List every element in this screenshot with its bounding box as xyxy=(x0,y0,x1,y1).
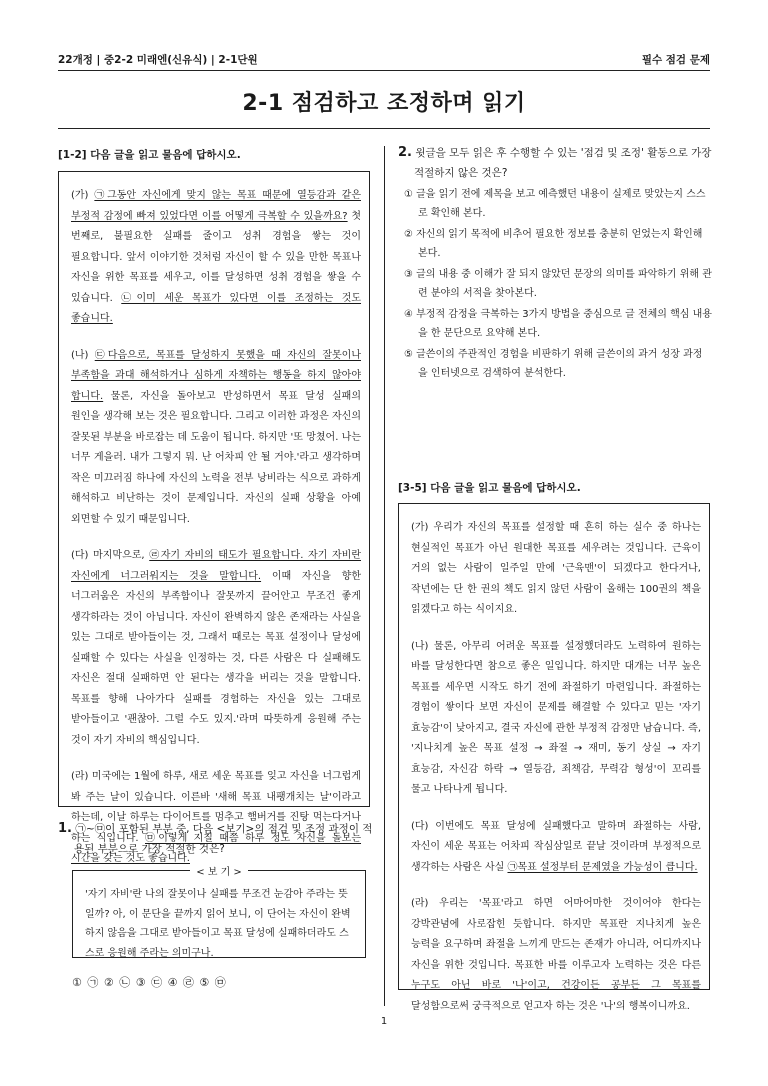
passage-box-2 xyxy=(398,503,710,1012)
question-1-choices[interactable]: ① ㉠ ② ㉡ ③ ㉢ ④ ㉣ ⑤ ㉤ xyxy=(72,976,227,989)
column-divider xyxy=(384,146,385,1006)
underline-6: ㉠목표 설정부터 문제였을 가능성이 큽니다. xyxy=(507,861,698,873)
bogi-title: < 보 기 > xyxy=(190,867,248,878)
paragraph-na-2: (나) 물론, 아무리 어려운 목표를 설정했더라도 노력하여 원하는 바를 달성한다면 참으로 좋은 일입니다. 하지만 대개는 너무 높은 목표를 세우면 시작도 하기 전에 좌절하기 마련입니다. 좌절하는 경험이 쌓이다 보면 자신이 문제를 해결할 수 있다고 믿는 '자기 효능감'이 낮아지고, 결국 자신에 관한 부정적 감정만 남습니다. 즉, '지나치게 높은 목표 설정 → 좌절 → 재미, 동기 상실 → 자기 효능감, 자신감 하락 → 열등감, 죄책감, 무력감 형성'이 꼬리를 물고 나타나게 됩니다. xyxy=(411,640,701,795)
question-2-option-4[interactable]: ④ 부정적 감정을 극복하는 3가지 방법을 중심으로 글 전체의 핵심 내용을 한 문단으로 요약해 본다. xyxy=(404,309,712,339)
header-divider xyxy=(58,70,710,71)
title-divider xyxy=(58,128,710,129)
underline-5: ㉤이렇게 지칠 때쯤 하루 정도 자신을 돌보는 시간을 갖는 것도 좋습니다. xyxy=(71,832,362,864)
page-header xyxy=(58,48,710,68)
paragraph-ga-2: (가) 우리가 자신의 목표를 설정할 때 흔히 하는 실수 중 하나는 현실적인 목표가 아닌 원대한 목표를 세우려는 것입니다. 근육이 거의 없는 사람이 일주일 만에 '근육맨'이 되겠다고 한다거나, 작년에는 단 한 권의 책도 읽지 않던 사람이 올해는 100권의 책을 읽겠다고 하는 식이지요. xyxy=(411,522,701,615)
underline-4: ㉣자기 자비의 태도가 필요합니다. 자기 자비란 자신에게 너그러워지는 것을 말합니다. xyxy=(71,550,361,582)
section-heading-3-5: [3-5] 다음 글을 읽고 물음에 답하시오. xyxy=(398,482,581,494)
question-2-option-2[interactable]: ② 자신의 읽기 목적에 비추어 필요한 정보를 충분히 얻었는지 확인해 본다. xyxy=(404,229,703,259)
paragraph-ga: (가) ㉠그동안 자신에게 맞지 않는 목표 때문에 열등감과 같은 부정적 감정에 빠져 있었다면 이를 어떻게 극복할 수 있을까요? 첫 번째로, 불필요한 실패를 줄이고 성취 경험을 쌓는 것이 필요합니다. 앞서 이야기한 것처럼 자신이 할 수 있을 만한 목표나 자신을 위한 목표를 세우고, 이를 달성하면 성취 경험을 쌓을 수 있습니다. ㉡이미 세운 목표가 있다면 이를 조정하는 것도 좋습니다. xyxy=(71,190,362,324)
question-1-stem: ㉠~㉤이 포함된 부분 중, 다음 <보기>의 점검 및 조정 과정이 적용된 부분으로 가장 적절한 것은? xyxy=(74,823,373,855)
question-1 xyxy=(58,819,374,859)
page-number: 1 xyxy=(380,1016,388,1027)
question-2 xyxy=(398,143,712,385)
underline-3: ㉢다음으로, 목표를 달성하지 못했을 때 자신의 잘못이나 부족함을 과대 해석하거나 심하게 자책하는 행동을 하지 않아야 합니다. xyxy=(71,349,361,402)
bogi-text: '자기 자비'란 나의 잘못이나 실패를 무조건 눈감아 주라는 뜻일까? 아, 이 문단을 끝까지 읽어 보니, 이 단어는 자신이 완벽하지 않음을 그대로 받아들이고 목표 달성에 실패하더라도 스스로 응원해 주라는 의미구나. xyxy=(85,889,351,959)
header-course: 22개정 | 중2-2 미래엔(신유식) | 2-1단원 xyxy=(58,54,258,66)
underline-1: ㉠그동안 자신에게 맞지 않는 목표 때문에 열등감과 같은 부정적 감정에 빠져 있었다면 이를 어떻게 극복할 수 있을까요? xyxy=(71,190,361,222)
paragraph-ra-2: (라) 우리는 '목표'라고 하면 어마어마한 것이어야 한다는 강박관념에 사로잡힌 듯합니다. 하지만 목표란 지나치게 높은 능력을 요구하며 좌절을 느끼게 만드는 존재가 아니라, 어디까지나 자신을 위한 것입니다. 목표한 바를 이루고자 노력하는 것은 다른 누구도 아닌 바로 '나'이고, 건강이든 공부든 그 목표를 달성함으로써 궁극적으로 얻고자 하는 것은 '나'의 행복이니까요. xyxy=(411,898,701,1012)
bogi-box xyxy=(72,867,366,959)
paragraph-da: (다) 마지막으로, ㉣자기 자비의 태도가 필요합니다. 자기 자비란 자신에게 너그러워지는 것을 말합니다. 이때 자신을 향한 너그러움은 자신의 부족함이나 잘못까지 끌어안고 무조건 좋게 생각하라는 것이 아닙니다. 자신이 완벽하지 않은 존재라는 사실을 있는 그대로 받아들이는 것, 그래서 때로는 목표 설정이나 달성에 실패할 수 있다는 사실을 인정하는 것, 다른 사람은 다 실패해도 자신은 절대 실패하면 안 된다는 생각을 버리는 것을 말합니다. 목표를 향해 나아가다 실패를 경험하는 자신을 있는 그대로 받아들이고 '괜찮아. 그럴 수도 있지.'라며 따뜻하게 응원해 주는 것이 자기 자비의 핵심입니다. xyxy=(71,550,361,746)
question-2-number: 2. xyxy=(398,145,412,160)
section-heading-1-2: [1-2] 다음 글을 읽고 물음에 답하시오. xyxy=(58,149,241,161)
paragraph-na: (나) ㉢다음으로, 목표를 달성하지 못했을 때 자신의 잘못이나 부족함을 과대 해석하거나 심하게 자책하는 행동을 하지 않아야 합니다. 물론, 자신을 돌아보고 반성하면서 목표 달성 실패의 원인을 생각해 보는 것은 필요합니다. 그리고 이러한 과정은 자신의 잘못된 부분을 바로잡는 데 도움이 됩니다. 하지만 '또 망쳤어. 나는 너무 게을러. 내가 그렇지 뭐. 난 어차피 안 될 거야.'라고 생각하며 작은 미끄러짐 하나에 자신의 노력을 전부 낭비라는 식으로 과하게 해석하고 비난하는 것이 문제입니다. 자신의 실패 상황을 아예 외면할 수 있기 때문입니다. xyxy=(71,349,361,525)
paragraph-da-2: (다) 이번에도 목표 달성에 실패했다고 말하며 좌절하는 사람, 자신이 세운 목표는 어차피 작심삼일로 끝날 것이라며 부정적으로 생각하는 사람은 사실 ㉠목표 설정부터 문제였을 가능성이 큽니다. xyxy=(411,820,701,873)
question-2-stem: 윗글을 모두 읽은 후 수행할 수 있는 '점검 및 조정' 활동으로 가장 적절하지 않은 것은? xyxy=(414,147,712,179)
question-2-option-5[interactable]: ⑤ 글쓴이의 주관적인 경험을 비판하기 위해 글쓴이의 과거 성장 과정을 인터넷으로 검색하여 분석한다. xyxy=(404,349,703,379)
question-2-option-1[interactable]: ① 글을 읽기 전에 제목을 보고 예측했던 내용이 실제로 맞았는지 스스로 확인해 본다. xyxy=(404,189,706,219)
header-label: 필수 점검 문제 xyxy=(641,54,710,66)
underline-2: ㉡이미 세운 목표가 있다면 이를 조정하는 것도 좋습니다. xyxy=(71,292,362,324)
page-title: 2-1 점검하고 조정하며 읽기 xyxy=(242,91,526,116)
question-2-option-3[interactable]: ③ 글의 내용 중 이해가 잘 되지 않았던 문장의 의미를 파악하기 위해 관련 분야의 서적을 찾아본다. xyxy=(404,269,712,299)
question-1-number: 1. xyxy=(58,821,72,836)
paragraph-ra: (라) 미국에는 1월에 하루, 새로 세운 목표를 잊고 자신을 너그럽게 봐 주는 날이 있습니다. 이른바 '새해 목표 내팽개치는 날'이라고 하는데, 이날 하루는 다이어트를 멈추고 햄버거를 진탕 먹는다거나 하는 식입니다. ㉤이렇게 지칠 때쯤 하루 정도 자신을 돌보는 시간을 갖는 것도 좋습니다. xyxy=(71,771,362,864)
